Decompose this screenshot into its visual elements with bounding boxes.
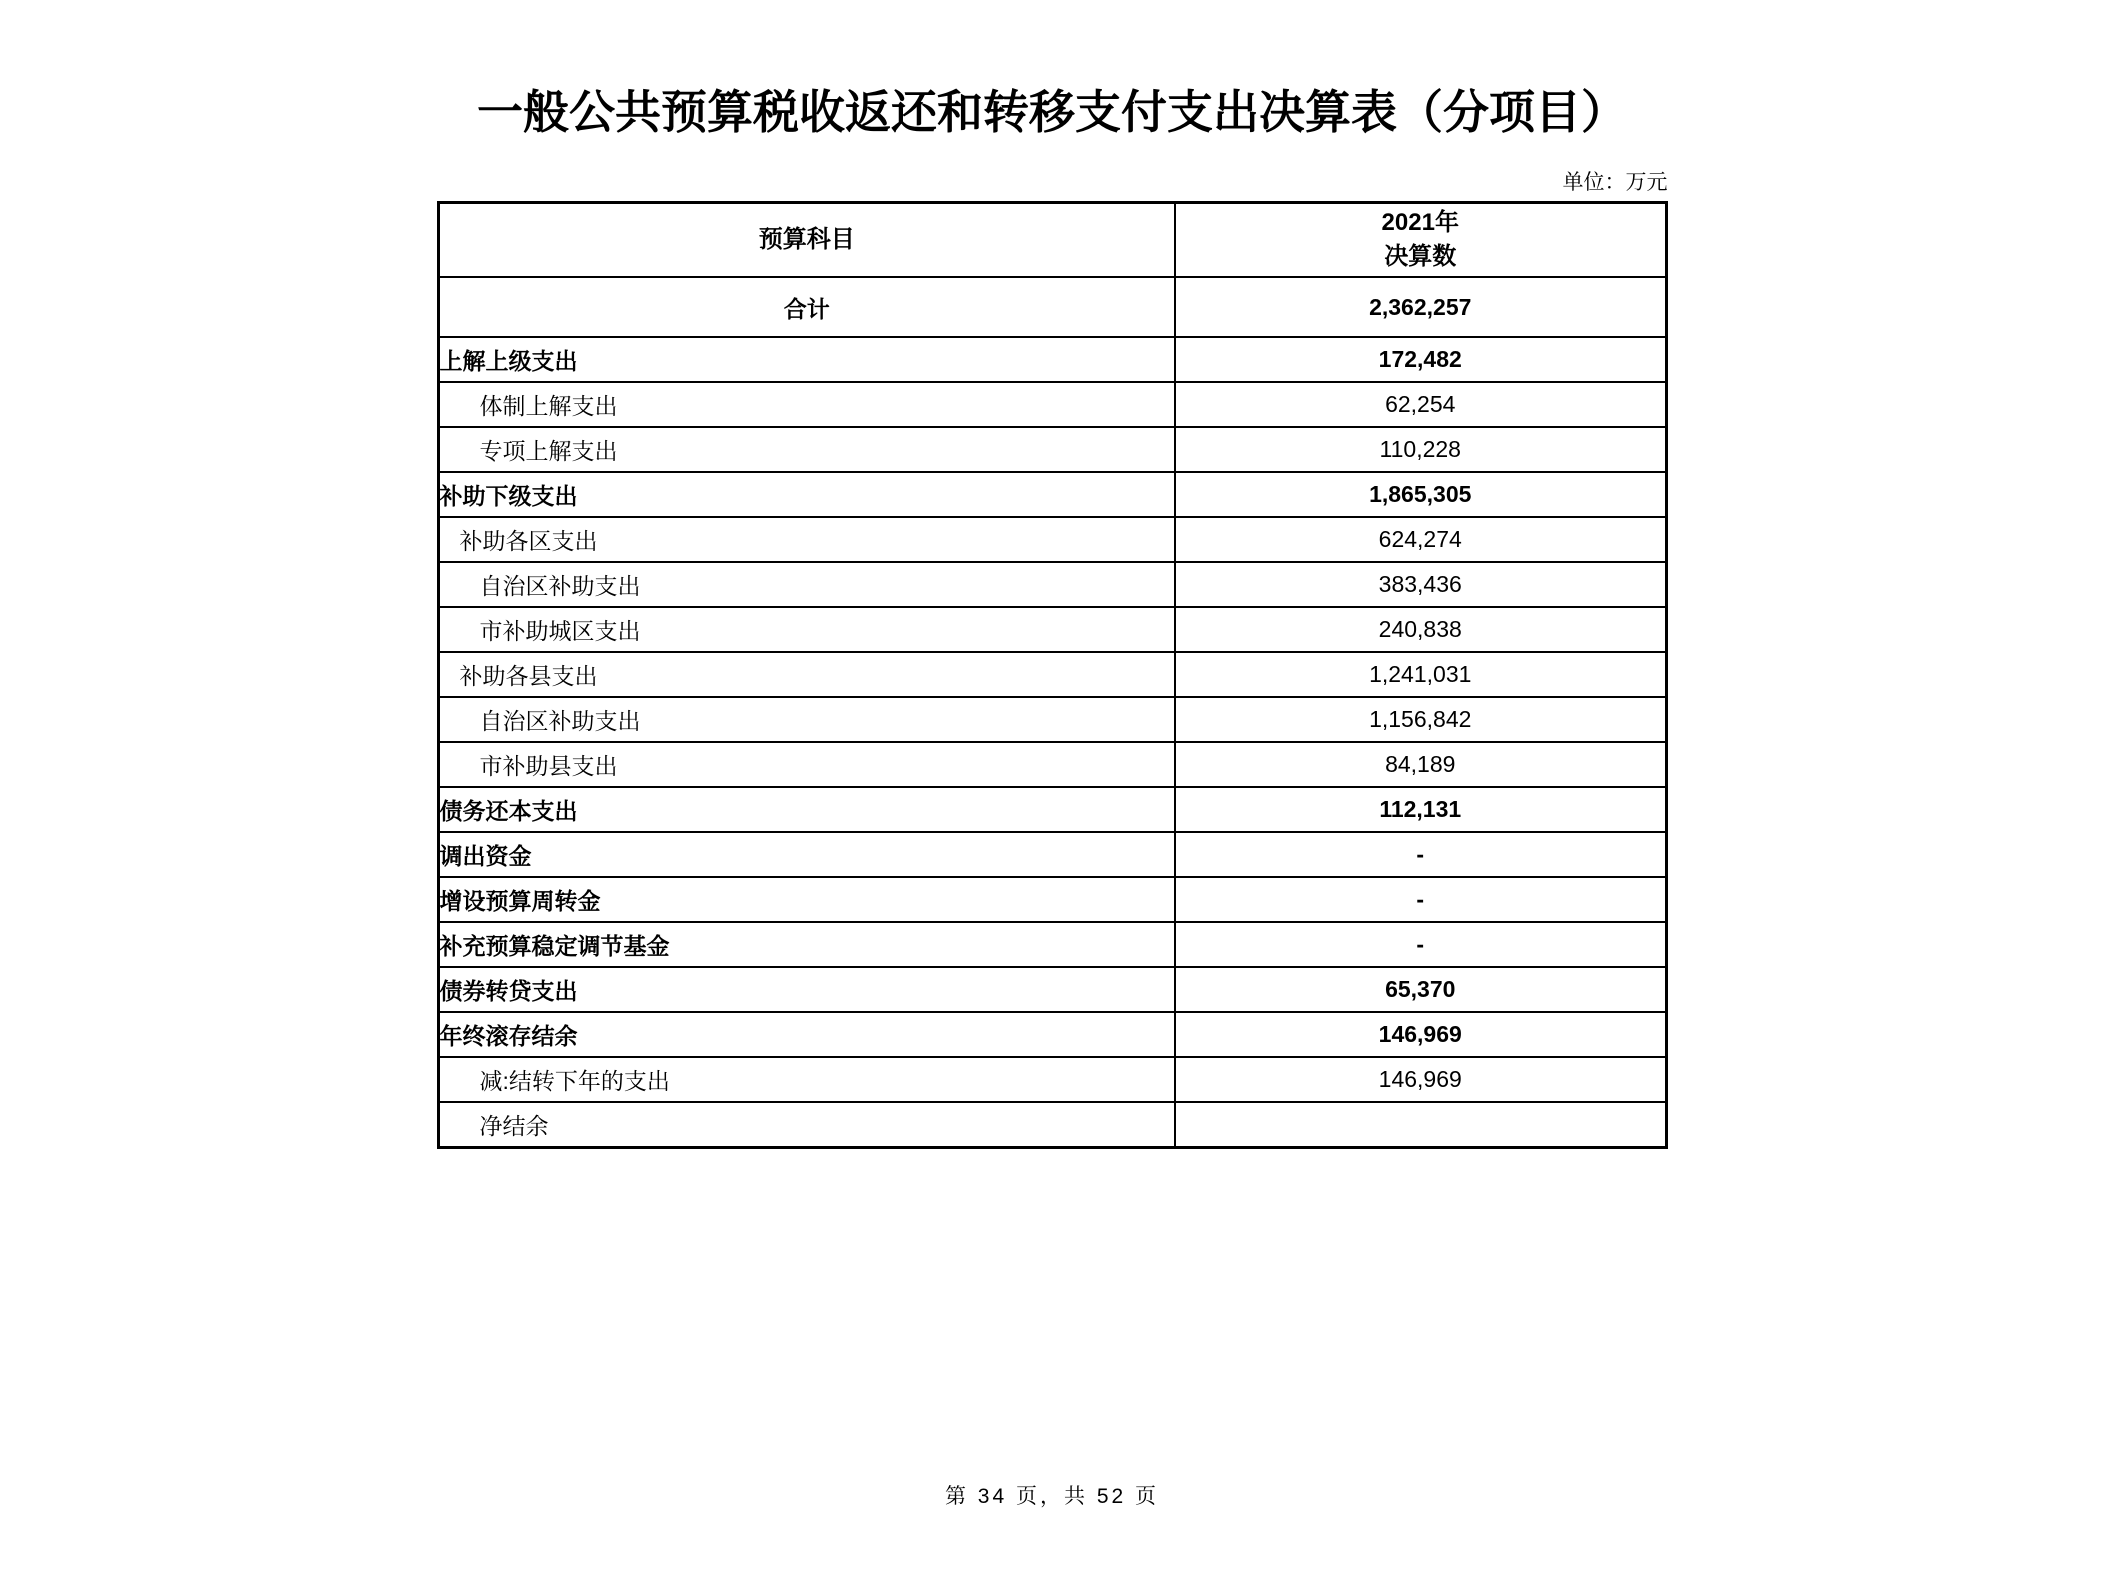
column-header-year-line2: 决算数 — [1384, 242, 1457, 270]
row-label: 合计 — [438, 277, 1175, 337]
row-label: 债务还本支出 — [438, 787, 1175, 832]
row-label: 市补助城区支出 — [438, 607, 1175, 652]
table-row — [438, 607, 1666, 652]
row-value: - — [1175, 877, 1666, 922]
table-row — [438, 517, 1666, 562]
column-header-year — [1175, 202, 1666, 277]
table-row — [438, 742, 1666, 787]
table-row — [438, 967, 1666, 1012]
page-footer: 第 34 页，共 52 页 — [944, 1485, 1160, 1508]
row-label: 上解上级支出 — [438, 337, 1175, 382]
row-label: 年终滚存结余 — [438, 1012, 1175, 1057]
row-value: 146,969 — [1175, 1057, 1666, 1102]
row-value: 1,865,305 — [1175, 472, 1666, 517]
row-value — [1175, 1102, 1666, 1147]
table-row — [438, 787, 1666, 832]
row-label: 债券转贷支出 — [438, 967, 1175, 1012]
table-row-total — [438, 277, 1666, 337]
row-label: 体制上解支出 — [438, 382, 1175, 427]
row-value: 84,189 — [1175, 742, 1666, 787]
row-value: 112,131 — [1175, 787, 1666, 832]
row-value: 146,969 — [1175, 1012, 1666, 1057]
column-header-year-line1: 2021年 — [1381, 209, 1459, 237]
unit-label: 单位：万元 — [1562, 170, 1668, 194]
row-label: 减:结转下年的支出 — [438, 1057, 1175, 1102]
row-value: 2,362,257 — [1175, 277, 1666, 337]
row-value: 65,370 — [1175, 967, 1666, 1012]
document-page — [437, 84, 1668, 1149]
table-row — [438, 1012, 1666, 1057]
row-value: - — [1175, 832, 1666, 877]
table-row — [438, 877, 1666, 922]
row-label: 调出资金 — [438, 832, 1175, 877]
table-row — [438, 562, 1666, 607]
table-row — [438, 1102, 1666, 1147]
table-row — [438, 652, 1666, 697]
table-row — [438, 922, 1666, 967]
row-label: 自治区补助支出 — [438, 697, 1175, 742]
row-label: 市补助县支出 — [438, 742, 1175, 787]
row-label: 净结余 — [438, 1102, 1175, 1147]
column-header-subject: 预算科目 — [438, 202, 1175, 277]
row-label: 补充预算稳定调节基金 — [438, 922, 1175, 967]
row-value: 624,274 — [1175, 517, 1666, 562]
table-row — [438, 697, 1666, 742]
row-label: 补助下级支出 — [438, 472, 1175, 517]
table-row — [438, 427, 1666, 472]
table-row — [438, 832, 1666, 877]
row-value: 62,254 — [1175, 382, 1666, 427]
table-row — [438, 337, 1666, 382]
row-value: 1,156,842 — [1175, 697, 1666, 742]
table-row — [438, 472, 1666, 517]
row-label: 增设预算周转金 — [438, 877, 1175, 922]
table-row — [438, 382, 1666, 427]
row-value: 383,436 — [1175, 562, 1666, 607]
header-row — [438, 202, 1666, 277]
table-row — [438, 1057, 1666, 1102]
row-label: 补助各县支出 — [438, 652, 1175, 697]
row-value: 110,228 — [1175, 427, 1666, 472]
page-title: 一般公共预算税收返还和转移支付支出决算表（分项目） — [477, 86, 1627, 138]
row-label: 自治区补助支出 — [438, 562, 1175, 607]
row-value: 240,838 — [1175, 607, 1666, 652]
row-value: 172,482 — [1175, 337, 1666, 382]
row-value: 1,241,031 — [1175, 652, 1666, 697]
row-label: 专项上解支出 — [438, 427, 1175, 472]
row-label: 补助各区支出 — [438, 517, 1175, 562]
budget-table — [437, 201, 1668, 1149]
row-value: - — [1175, 922, 1666, 967]
